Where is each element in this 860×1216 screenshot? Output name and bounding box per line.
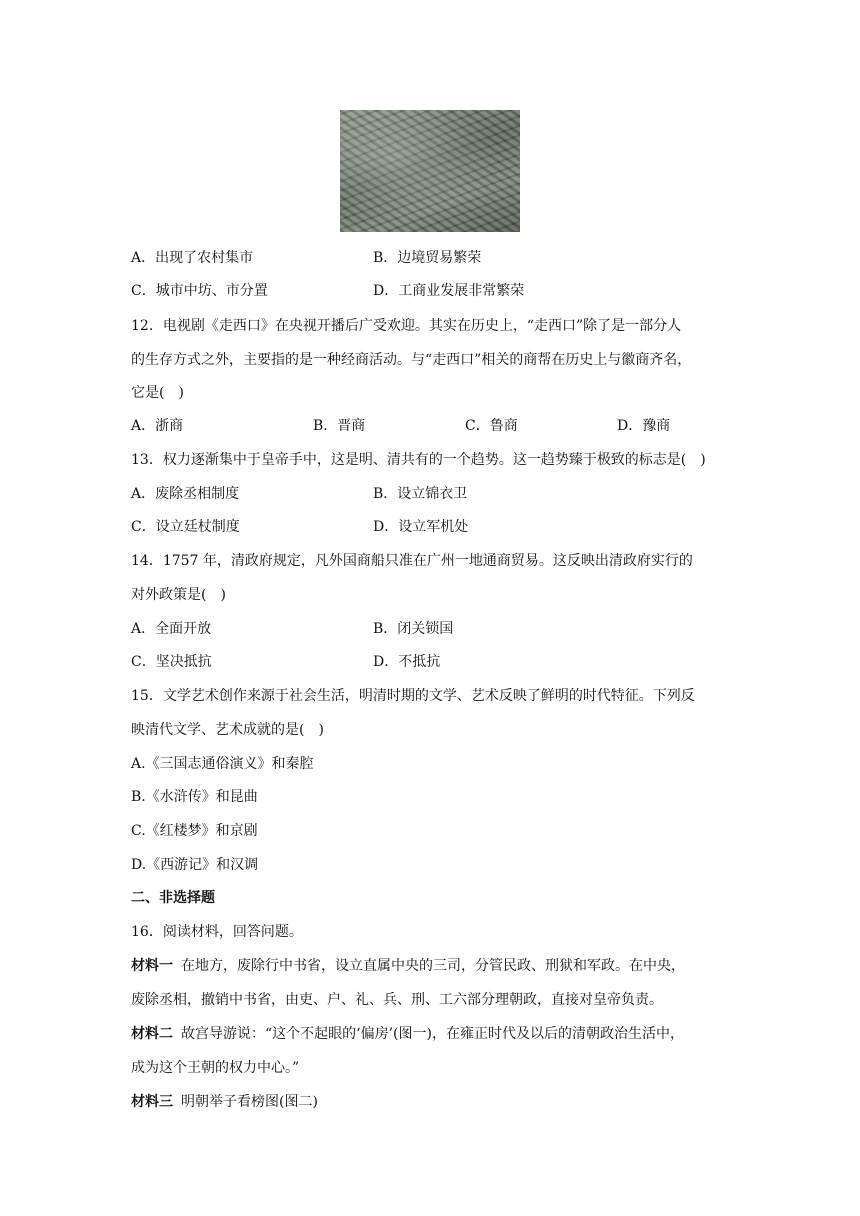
q14-option-c: C．坚决抵抗	[131, 654, 212, 670]
q12-stem-line-2: 的生存方式之外，主要指的是一种经商活动。与“走西口”相关的商帮在历史上与徽商齐名，	[131, 352, 692, 368]
q14-option-d: D．不抵抗	[373, 654, 441, 670]
q12-stem-line-3: 它是( )	[131, 385, 184, 401]
q15-stem-line-2: 映清代文学、艺术成就的是( )	[131, 722, 324, 738]
market-scene-painting	[340, 110, 520, 232]
material-1-label: 材料一	[131, 958, 173, 974]
q13-option-b: B．设立锦衣卫	[373, 486, 468, 502]
q12-stem-line-1: 12．电视剧《走西口》在央视开播后广受欢迎。其实在历史上，“走西口”除了是一部分人	[131, 318, 682, 334]
q16-material-2-line-1	[131, 1024, 684, 1044]
section-heading: 二、非选择题	[131, 890, 215, 906]
material-2-text-1: 故宫导游说：“这个不起眼的‘偏房’(图一)，在雍正时代及以后的清朝政治生活中，	[181, 1026, 684, 1042]
q13-option-a: A．废除丞相制度	[131, 486, 240, 502]
q13-option-c: C．设立廷杖制度	[131, 519, 240, 535]
q16-material-1-line-1	[131, 956, 685, 976]
q11-option-a: A．出现了农村集市	[131, 250, 254, 266]
q15-option-a: A.《三国志通俗演义》和秦腔	[131, 756, 314, 772]
q11-option-b: B．边境贸易繁荣	[373, 250, 482, 266]
q11-option-c: C．城市中坊、市分置	[131, 283, 268, 299]
q14-stem-line-1: 14．1757 年，清政府规定，凡外国商船只准在广州一地通商贸易。这反映出清政府实行的	[131, 553, 693, 569]
q13-stem-line-1: 13．权力逐渐集中于皇帝手中，这是明、清共有的一个趋势。这一趋势臻于极致的标志是( )	[131, 452, 706, 468]
material-2-label: 材料二	[131, 1026, 173, 1042]
q16-material-2-line-2: 成为这个王朝的权力中心。”	[131, 1060, 300, 1076]
q14-option-b: B．闭关锁国	[373, 621, 454, 637]
q15-option-d: D.《西游记》和汉调	[131, 857, 259, 873]
q15-stem-line-1: 15．文学艺术创作来源于社会生活，明清时期的文学、艺术反映了鲜明的时代特征。下列反	[131, 688, 695, 704]
q15-option-b: B.《水浒传》和昆曲	[131, 789, 258, 805]
q12-option-c: C．鲁商	[465, 418, 518, 434]
q12-option-d: D．豫商	[617, 418, 671, 434]
q12-option-a: A．浙商	[131, 418, 184, 434]
material-3-text-1: 明朝举子看榜图(图二)	[181, 1094, 318, 1110]
q16-material-3-line-1	[131, 1092, 318, 1112]
material-1-text-1: 在地方，废除行中书省，设立直属中央的三司，分管民政、刑狱和军政。在中央，	[181, 958, 685, 974]
q14-option-a: A．全面开放	[131, 621, 212, 637]
q11-option-d: D．工商业发展非常繁荣	[373, 283, 525, 299]
q16-intro: 16．阅读材料，回答问题。	[131, 924, 303, 940]
q16-material-1-line-2: 废除丞相，撤销中书省，由吏、户、礼、兵、刑、工六部分理朝政，直接对皇帝负责。	[131, 992, 663, 1008]
q14-stem-line-2: 对外政策是( )	[131, 587, 226, 603]
material-3-label: 材料三	[131, 1094, 173, 1110]
q13-option-d: D．设立军机处	[373, 519, 469, 535]
q12-option-b: B．晋商	[313, 418, 366, 434]
q15-option-c: C.《红楼梦》和京剧	[131, 823, 258, 839]
